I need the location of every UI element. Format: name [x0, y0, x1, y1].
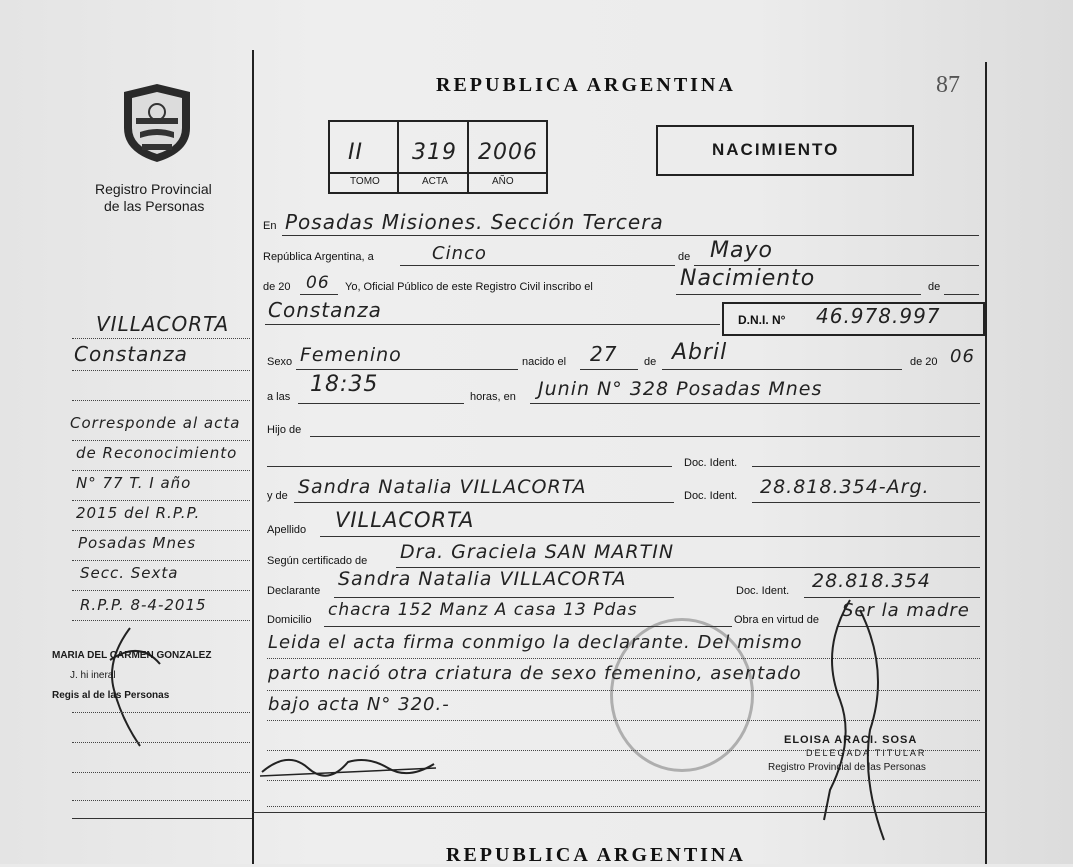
- label-segun: Según certificado de: [267, 555, 368, 567]
- page-number: 87: [936, 72, 960, 98]
- tomo-value: II: [348, 140, 363, 165]
- label-domicilio: Domicilio: [267, 614, 312, 626]
- margin-note-4: 2015 del R.P.P.: [76, 504, 201, 522]
- margin-note-2: de Reconocimiento: [76, 444, 238, 462]
- nombre-value: Constanza: [268, 298, 382, 322]
- margin-apellido: VILLACORTA: [96, 312, 230, 336]
- margin-note-1: Corresponde al acta: [70, 414, 241, 432]
- official-seal: [610, 618, 754, 772]
- madre-doc-value: 28.818.354-Arg.: [760, 476, 930, 498]
- label-y-de: y de: [267, 490, 288, 502]
- lugar-nac-value: Junin N° 328 Posadas Mnes: [538, 378, 823, 400]
- margin-note-5: Posadas Mnes: [78, 534, 197, 552]
- domicilio-value: chacra 152 Manz A casa 13 Pdas: [328, 600, 638, 620]
- label-dni: D.N.I. N°: [738, 313, 786, 327]
- nac-mes-value: Abril: [672, 340, 728, 365]
- label-de-hecho: de: [928, 281, 941, 293]
- declarant-signature: [258, 742, 438, 782]
- acta-value: 319: [412, 140, 457, 165]
- official-signature: [800, 590, 910, 850]
- apellido-value: VILLACORTA: [335, 508, 475, 532]
- dni-value: 46.978.997: [816, 304, 941, 328]
- madre-value: Sandra Natalia VILLACORTA: [298, 476, 587, 498]
- label-doc-ident-1: Doc. Ident.: [684, 457, 738, 469]
- registry-name-line1: Registro Provincial: [95, 181, 212, 197]
- record-type-box: [656, 125, 914, 176]
- left-column-rule: [252, 50, 254, 864]
- mes-value: Mayo: [710, 238, 773, 263]
- hora-value: 18:35: [310, 372, 379, 397]
- country-title: REPUBLICA ARGENTINA: [436, 74, 736, 96]
- right-border-rule: [985, 62, 987, 864]
- record-type: NACIMIENTO: [712, 140, 840, 159]
- tomo-label: TOMO: [350, 176, 380, 187]
- footer-country-title: REPUBLICA ARGENTINA: [446, 844, 746, 866]
- label-doc-ident-2: Doc. Ident.: [684, 490, 738, 502]
- anio-label: AÑO: [492, 176, 514, 187]
- label-oficial: Yo, Oficial Público de este Registro Civil inscribo el: [345, 281, 593, 293]
- signatory-name: ELOISA ARACI. SOSA: [784, 734, 918, 746]
- registry-name-line2: de las Personas: [104, 198, 205, 214]
- label-de: de: [678, 251, 691, 263]
- province-emblem: [120, 82, 194, 164]
- acta-box: [328, 120, 548, 194]
- label-horas: horas, en: [470, 391, 516, 403]
- label-declarante: Declarante: [267, 585, 321, 597]
- declarante-doc-value: 28.818.354: [812, 570, 931, 592]
- signatory-role: DELEGADA TITULAR: [806, 748, 927, 758]
- sexo-value: Femenino: [300, 344, 402, 366]
- label-apellido: Apellido: [267, 524, 307, 536]
- label-doc-ident-3: Doc. Ident.: [736, 585, 790, 597]
- lugar-value: Posadas Misiones. Sección Tercera: [285, 210, 664, 234]
- margin-note-6: Secc. Sexta: [80, 564, 179, 582]
- margin-nombre: Constanza: [74, 342, 188, 366]
- obra-value: Ser la madre: [842, 600, 970, 621]
- dia-value: Cinco: [432, 243, 487, 264]
- label-de-20: de 20: [263, 281, 291, 293]
- obs-line-3: bajo acta N° 320.-: [268, 694, 450, 715]
- label-a-las: a las: [267, 391, 291, 403]
- dni-box: [722, 302, 985, 336]
- acta-label: ACTA: [422, 176, 448, 187]
- label-en: En: [263, 220, 277, 232]
- label-de-20-nac: de 20: [910, 356, 938, 368]
- margin-note-3: N° 77 T. I año: [76, 474, 192, 492]
- label-de-mes: de: [644, 356, 657, 368]
- anio-value: 2006: [478, 140, 538, 165]
- margin-official-name: MARIA DEL CARMEN GONZALEZ: [52, 650, 212, 661]
- label-hijo-de: Hijo de: [267, 424, 302, 436]
- anio-value-text: 06: [306, 273, 330, 293]
- margin-signature: [100, 620, 170, 750]
- label-obra: Obra en virtud de: [734, 614, 819, 626]
- label-nacido: nacido el: [522, 356, 567, 368]
- certificado-value: Dra. Graciela SAN MARTIN: [400, 541, 675, 563]
- label-sexo: Sexo: [267, 356, 293, 368]
- margin-official-org: Regis al de las Personas: [52, 690, 170, 701]
- hecho-value: Nacimiento: [680, 266, 816, 291]
- signatory-org: Registro Provincial de las Personas: [768, 762, 926, 773]
- obs-line-1: Leida el acta firma conmigo la declarante. Del mismo: [268, 632, 803, 653]
- label-republica: República Argentina, a: [263, 251, 374, 263]
- nac-anio-value: 06: [950, 346, 975, 367]
- nac-dia-value: 27: [590, 342, 618, 366]
- margin-official-role: J. hi ineral: [70, 670, 116, 681]
- margin-note-7: R.P.P. 8-4-2015: [80, 596, 207, 614]
- obs-line-2: parto nació otra criatura de sexo femenino, asentado: [268, 663, 802, 684]
- declarante-value: Sandra Natalia VILLACORTA: [338, 568, 627, 590]
